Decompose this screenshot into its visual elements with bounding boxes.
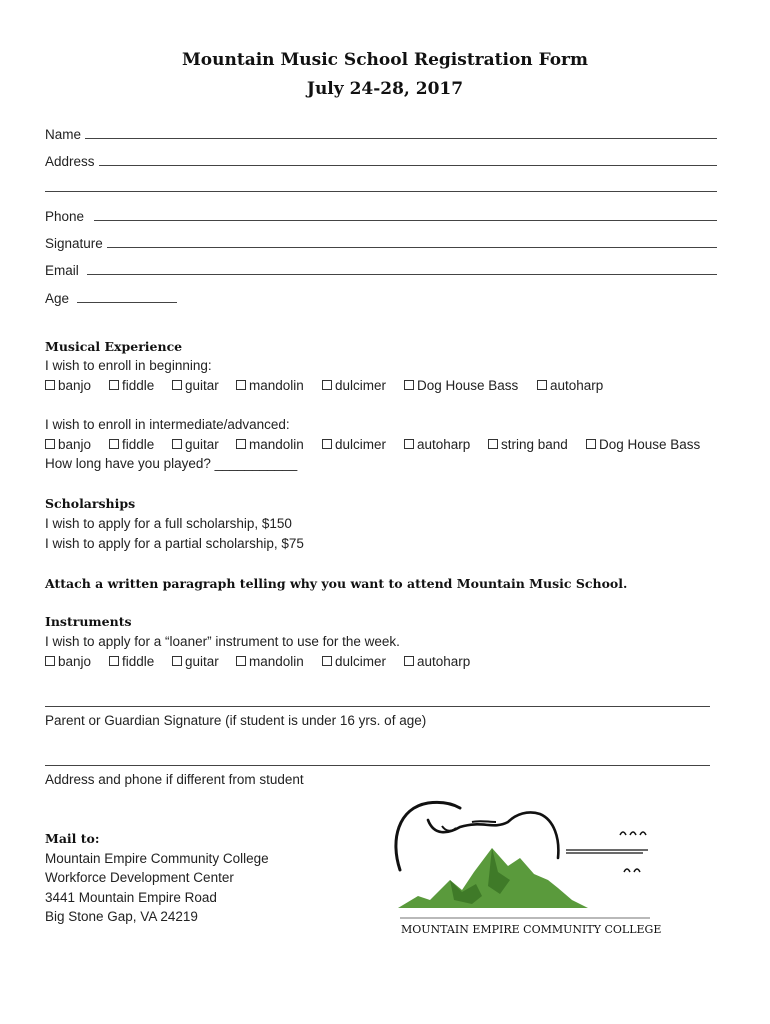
option-label: mandolin (249, 654, 304, 669)
checkbox-icon[interactable] (236, 656, 246, 666)
option-label: fiddle (122, 437, 155, 452)
advanced-option-autoharp[interactable] (404, 437, 470, 452)
instruments-heading: Instruments (45, 614, 132, 629)
checkbox-icon[interactable] (488, 439, 498, 449)
option-label: guitar (185, 378, 219, 393)
option-label: dulcimer (335, 378, 387, 393)
attach-note: Attach a written paragraph telling why you want to attend Mountain Music School. (45, 576, 628, 591)
address-blank[interactable] (99, 155, 717, 166)
beginning-option-fiddle[interactable] (109, 378, 154, 393)
experience-heading: Musical Experience (45, 339, 183, 354)
instrument-option-banjo[interactable] (45, 654, 91, 669)
checkbox-icon[interactable] (236, 380, 246, 390)
option-label: Dog House Bass (417, 378, 519, 393)
address-phone-line[interactable] (45, 765, 710, 766)
instrument-option-mandolin[interactable] (236, 654, 304, 669)
college-logo (388, 800, 663, 940)
mail-line-1: Mountain Empire Community College (45, 851, 269, 866)
checkbox-icon[interactable] (322, 380, 332, 390)
checkbox-icon[interactable] (537, 380, 547, 390)
option-label: dulcimer (335, 654, 387, 669)
signature-blank[interactable] (107, 237, 717, 248)
checkbox-icon[interactable] (109, 656, 119, 666)
option-label: guitar (185, 437, 219, 452)
advanced-option-banjo[interactable] (45, 437, 91, 452)
email-label: Email (45, 263, 79, 278)
college-logo-graphic (388, 800, 663, 940)
mail-line-2: Workforce Development Center (45, 870, 234, 885)
address-label: Address (45, 154, 95, 169)
beginning-label: I wish to enroll in beginning: (45, 358, 212, 373)
option-label: banjo (58, 654, 92, 669)
mail-line-4: Big Stone Gap, VA 24219 (45, 909, 198, 924)
beginning-option-mandolin[interactable] (236, 378, 304, 393)
instrument-option-dulcimer[interactable] (322, 654, 386, 669)
option-label: fiddle (122, 378, 155, 393)
age-blank[interactable] (77, 292, 177, 303)
checkbox-icon[interactable] (236, 439, 246, 449)
option-label: autoharp (550, 378, 604, 393)
beginning-option-banjo[interactable] (45, 378, 91, 393)
loaner-label: I wish to apply for a “loaner” instrument to use for the week. (45, 634, 400, 649)
played-duration[interactable]: How long have you played? ___________ (45, 456, 298, 471)
advanced-option-bass[interactable] (586, 437, 700, 452)
option-label: autoharp (417, 437, 471, 452)
phone-blank[interactable] (94, 210, 717, 221)
option-label: mandolin (249, 378, 304, 393)
option-label: banjo (58, 378, 92, 393)
option-label: string band (501, 437, 568, 452)
option-label: banjo (58, 437, 92, 452)
option-label: Dog House Bass (599, 437, 701, 452)
form-title: Mountain Music School Registration Form (181, 50, 589, 70)
checkbox-icon[interactable] (586, 439, 596, 449)
full-scholarship: I wish to apply for a full scholarship, $150 (45, 516, 292, 531)
address-line-2[interactable] (45, 181, 717, 195)
checkbox-icon[interactable] (109, 380, 119, 390)
checkbox-icon[interactable] (172, 439, 182, 449)
form-date: July 24-28, 2017 (306, 79, 464, 99)
name-blank[interactable] (85, 128, 717, 139)
address-field[interactable] (45, 154, 717, 169)
beginning-option-bass[interactable] (404, 378, 518, 393)
advanced-option-dulcimer[interactable] (322, 437, 386, 452)
scholarships-heading: Scholarships (45, 496, 136, 511)
email-field[interactable] (45, 263, 717, 278)
signature-field[interactable] (45, 236, 717, 251)
checkbox-icon[interactable] (322, 656, 332, 666)
instrument-option-fiddle[interactable] (109, 654, 154, 669)
checkbox-icon[interactable] (109, 439, 119, 449)
option-label: autoharp (417, 654, 471, 669)
checkbox-icon[interactable] (322, 439, 332, 449)
checkbox-icon[interactable] (404, 380, 414, 390)
advanced-option-guitar[interactable] (172, 437, 219, 452)
address-blank-2[interactable] (45, 181, 717, 192)
phone-label: Phone (45, 209, 85, 224)
phone-field[interactable] (45, 209, 717, 224)
advanced-option-mandolin[interactable] (236, 437, 304, 452)
option-label: dulcimer (335, 437, 387, 452)
checkbox-icon[interactable] (404, 439, 414, 449)
advanced-option-string-band[interactable] (488, 437, 568, 452)
checkbox-icon[interactable] (172, 380, 182, 390)
beginning-option-guitar[interactable] (172, 378, 219, 393)
signature-label: Signature (45, 236, 103, 251)
option-label: guitar (185, 654, 219, 669)
mail-line-3: 3441 Mountain Empire Road (45, 890, 217, 905)
beginning-option-autoharp[interactable] (537, 378, 603, 393)
guardian-signature-line[interactable] (45, 706, 710, 707)
checkbox-icon[interactable] (45, 439, 55, 449)
email-blank[interactable] (87, 264, 717, 275)
checkbox-icon[interactable] (172, 656, 182, 666)
option-label: mandolin (249, 437, 304, 452)
advanced-label: I wish to enroll in intermediate/advanced: (45, 417, 290, 432)
beginning-option-dulcimer[interactable] (322, 378, 386, 393)
partial-scholarship: I wish to apply for a partial scholarship, $75 (45, 536, 304, 551)
instrument-option-autoharp[interactable] (404, 654, 470, 669)
mail-heading: Mail to: (45, 831, 100, 846)
name-label: Name (45, 127, 82, 142)
address-phone-label: Address and phone if different from student (45, 772, 304, 787)
checkbox-icon[interactable] (404, 656, 414, 666)
advanced-option-fiddle[interactable] (109, 437, 154, 452)
checkbox-icon[interactable] (45, 656, 55, 666)
guardian-label: Parent or Guardian Signature (if student is under 16 yrs. of age) (45, 713, 427, 728)
checkbox-icon[interactable] (45, 380, 55, 390)
instrument-option-guitar[interactable] (172, 654, 219, 669)
name-field[interactable] (45, 127, 717, 142)
age-field[interactable] (45, 291, 177, 306)
college-logo-text: MOUNTAIN EMPIRE COMMUNITY COLLEGE (401, 923, 662, 936)
age-label: Age (45, 291, 70, 306)
option-label: fiddle (122, 654, 155, 669)
